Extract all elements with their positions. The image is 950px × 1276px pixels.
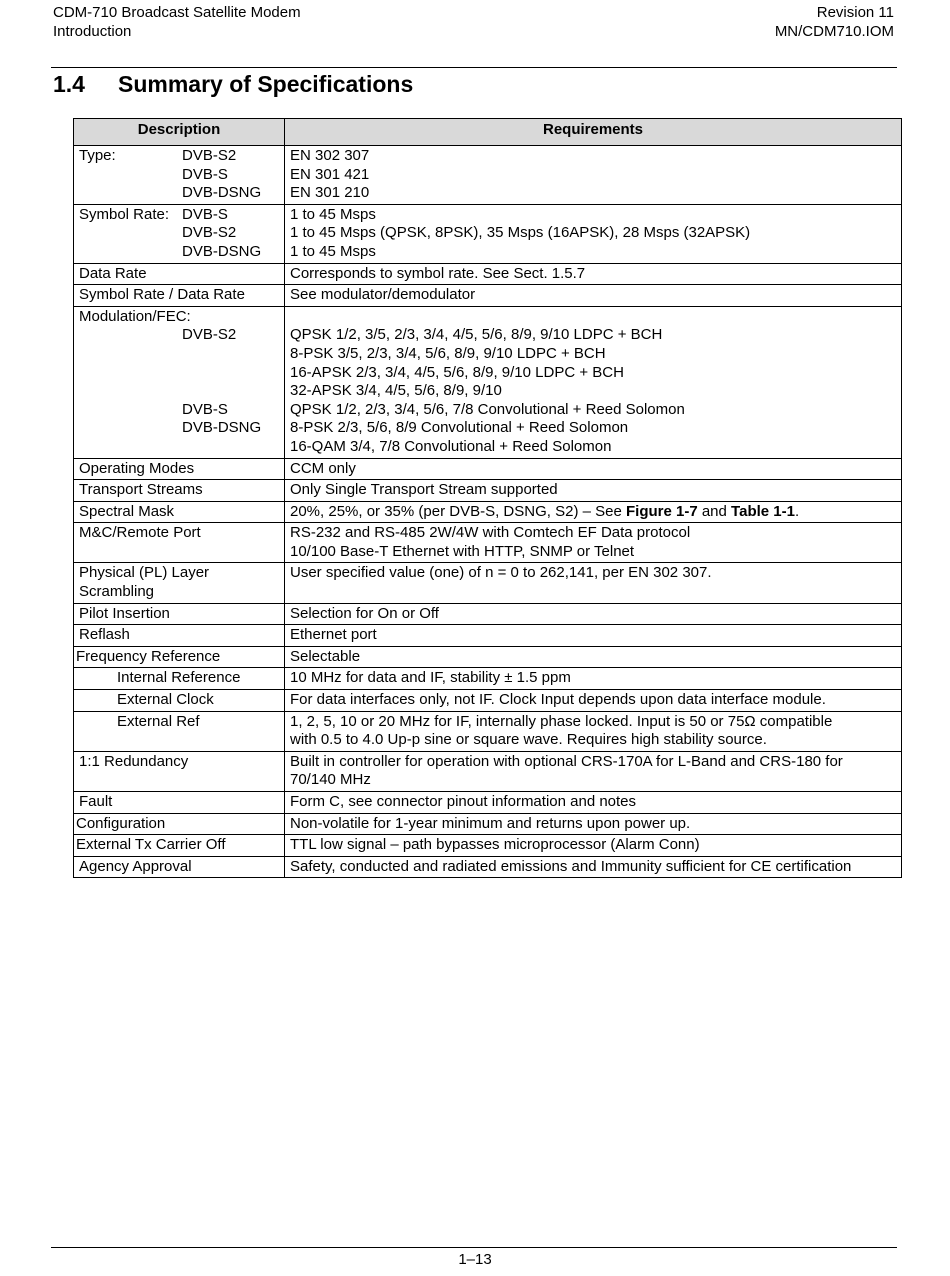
table-row-agency-approval [74, 856, 902, 878]
row-label: Data Rate [74, 263, 285, 285]
row-value: For data interfaces only, not IF. Clock Input depends upon data interface module. [285, 690, 902, 712]
table-row-transport-streams [74, 480, 902, 502]
table-row-redundancy [74, 751, 902, 791]
specifications-table [73, 118, 902, 878]
row-label: External Ref [74, 711, 285, 751]
chapter-name: Introduction [53, 23, 132, 40]
page-header-right [775, 3, 894, 41]
table-header-row [74, 119, 902, 146]
row-label: Symbol Rate: DVB-S DVB-S2 DVB-DSNG [74, 204, 285, 263]
table-row-fault [74, 792, 902, 814]
row-value: 20%, 25%, or 35% (per DVB-S, DSNG, S2) – See Figure 1-7 and Table 1-1. [285, 501, 902, 523]
table-row-symbol-data-rate [74, 285, 902, 307]
table-reference: Table 1-1 [731, 502, 795, 520]
row-label: Reflash [74, 625, 285, 647]
row-value: Ethernet port [285, 625, 902, 647]
table-row-data-rate [74, 263, 902, 285]
row-value: Only Single Transport Stream supported [285, 480, 902, 502]
row-value: See modulator/demodulator [285, 285, 902, 307]
row-value: Non-volatile for 1-year minimum and returns upon power up. [285, 813, 902, 835]
footer-divider [51, 1247, 897, 1248]
revision-label: Revision 11 [816, 4, 894, 21]
row-value: Safety, conducted and radiated emissions and Immunity sufficient for CE certification [285, 856, 902, 878]
row-value: Corresponds to symbol rate. See Sect. 1.5.7 [285, 263, 902, 285]
page-number: 1–13 [458, 1251, 492, 1268]
table-row-operating-modes [74, 458, 902, 480]
table-row-pilot-insertion [74, 603, 902, 625]
row-label: External Clock [74, 690, 285, 712]
header-divider [51, 67, 897, 68]
row-label: Agency Approval [74, 856, 285, 878]
row-label: Transport Streams [74, 480, 285, 502]
row-label: External Tx Carrier Off [74, 835, 285, 857]
section-title: Summary of Specifications [118, 71, 414, 97]
table-row-internal-reference [74, 668, 902, 690]
column-header-description: Description [74, 119, 285, 146]
row-label: Configuration [74, 813, 285, 835]
table-row-external-clock [74, 690, 902, 712]
row-value: Selectable [285, 646, 902, 668]
section-heading [53, 70, 413, 98]
row-value: User specified value (one) of n = 0 to 262,141, per EN 302 307. [285, 563, 902, 603]
row-label: M&C/Remote Port [74, 523, 285, 563]
row-label: Internal Reference [74, 668, 285, 690]
table-row-frequency-reference [74, 646, 902, 668]
table-row-modulation [74, 306, 902, 458]
table-row-symbol-rate [74, 204, 902, 263]
row-label: Modulation/FEC: DVB-S2 DVB-S DVB-DSNG [74, 306, 285, 458]
row-value: Selection for On or Off [285, 603, 902, 625]
row-value: Form C, see connector pinout information and notes [285, 792, 902, 814]
row-value: CCM only [285, 458, 902, 480]
row-value: QPSK 1/2, 3/5, 2/3, 3/4, 4/5, 5/6, 8/9, 9/10 LDPC + BCH 8-PSK 3/5, 2/3, 3/4, 5/6, 8/9, 9/10 LDPC + BCH 16-APSK 2/3, 3/4, 4/5, 5/6, 8/9, 9/10 LDPC + BCH 32-APSK 3/4, 4/5, 5/6, 8/9, 9/10 QPSK 1/2, 2/3, 3/4, 5/6, 7/8 Convolutional + Reed Solomon 8-PSK 2/3, 5/6, 8/9 Convolutional + Reed Solomon 16-QAM 3/4, 7/8 Convolutional + Reed Solomon [285, 306, 902, 458]
row-value: TTL low signal – path bypasses microprocessor (Alarm Conn) [285, 835, 902, 857]
row-label: Physical (PL) Layer Scrambling [74, 563, 285, 603]
row-label: 1:1 Redundancy [74, 751, 285, 791]
row-value: Built in controller for operation with optional CRS-170A for L-Band and CRS-180 for 70/140 MHz [285, 751, 902, 791]
page-header-left [53, 3, 301, 41]
row-label: Frequency Reference [74, 646, 285, 668]
column-header-requirements: Requirements [285, 119, 902, 146]
row-label: Pilot Insertion [74, 603, 285, 625]
table-row-type [74, 146, 902, 205]
table-row-spectral-mask [74, 501, 902, 523]
table-row-configuration [74, 813, 902, 835]
document-number: MN/CDM710.IOM [774, 23, 894, 40]
row-label: Fault [74, 792, 285, 814]
row-value: 1, 2, 5, 10 or 20 MHz for IF, internally phase locked. Input is 50 or 75Ω compatible with 0.5 to 4.0 Up-p sine or square wave. Requires high stability source. [285, 711, 902, 751]
table-row-reflash [74, 625, 902, 647]
document-title: CDM-710 Broadcast Satellite Modem [53, 4, 301, 21]
table-row-pl-scrambling [74, 563, 902, 603]
row-label: Operating Modes [74, 458, 285, 480]
row-label: Type: DVB-S2 DVB-S DVB-DSNG [74, 146, 285, 205]
row-label: Spectral Mask [74, 501, 285, 523]
figure-reference: Figure 1-7 [625, 502, 698, 520]
section-number: 1.4 [53, 71, 85, 97]
row-value: 1 to 45 Msps 1 to 45 Msps (QPSK, 8PSK), 35 Msps (16APSK), 28 Msps (32APSK) 1 to 45 Msps [285, 204, 902, 263]
table-row-external-tx-carrier-off [74, 835, 902, 857]
table-row-mc-remote-port [74, 523, 902, 563]
table-row-external-ref [74, 711, 902, 751]
row-value: EN 302 307 EN 301 421 EN 301 210 [285, 146, 902, 205]
row-value: 10 MHz for data and IF, stability ± 1.5 ppm [285, 668, 902, 690]
row-label: Symbol Rate / Data Rate [74, 285, 285, 307]
row-value: RS-232 and RS-485 2W/4W with Comtech EF Data protocol 10/100 Base-T Ethernet with HTTP, SNMP or Telnet [285, 523, 902, 563]
